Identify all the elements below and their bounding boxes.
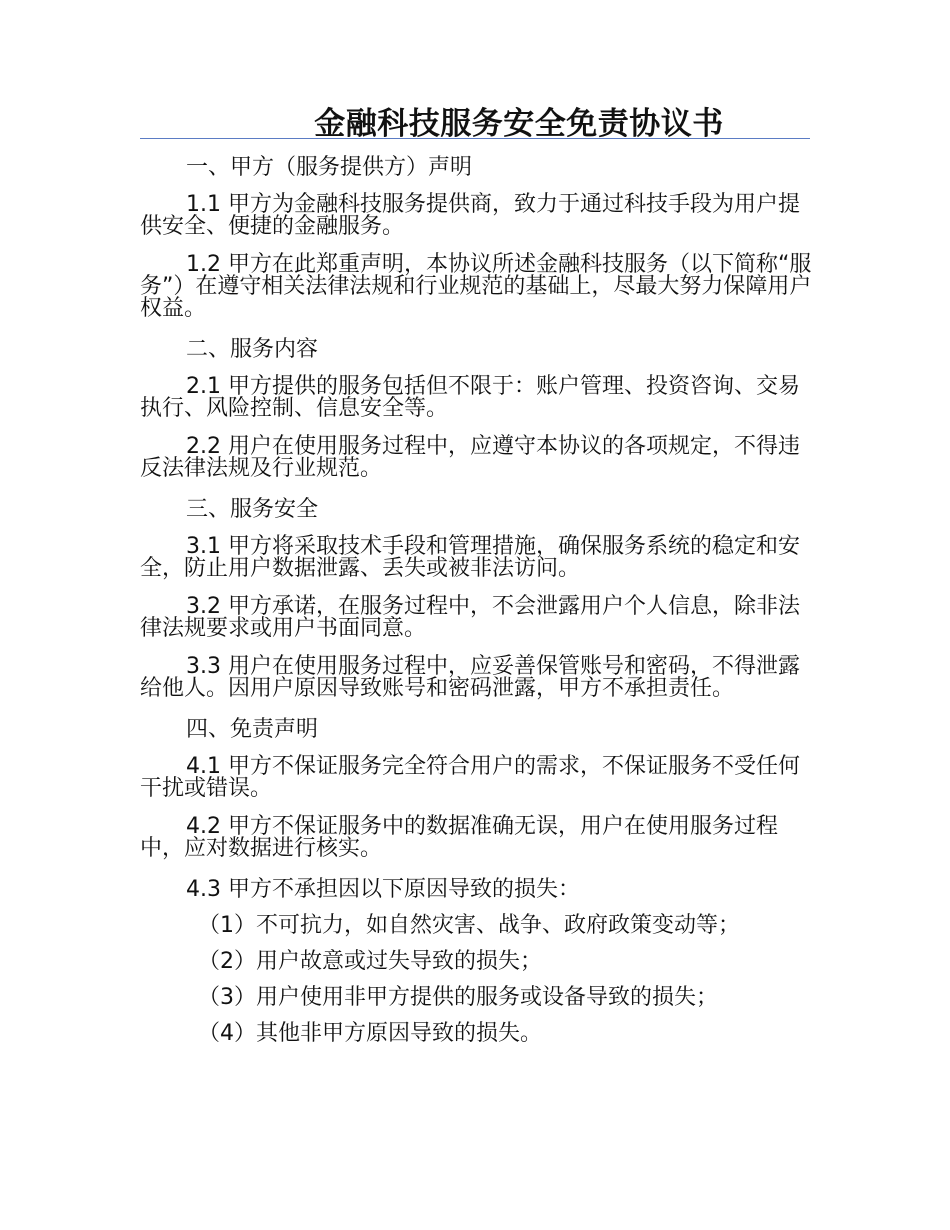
clause-4-1: 4.1 甲方不保证服务完全符合用户的需求，不保证服务不受任何干扰或错误。 — [140, 754, 800, 801]
section-heading-2: 二、服务内容 — [186, 337, 319, 362]
section-heading-3: 三、服务安全 — [186, 497, 319, 522]
clause-3-1: 3.1 甲方将采取技术手段和管理措施，确保服务系统的稳定和安全，防止用户数据泄露、丢失或被非法访问。 — [140, 534, 800, 581]
section-heading-1: 一、甲方（服务提供方）声明 — [186, 155, 473, 180]
document-body — [140, 154, 812, 1056]
clause-2-2: 2.2 用户在使用服务过程中，应遵守本协议的各项规定，不得违反法律法规及行业规范。 — [140, 434, 800, 481]
section-heading-4: 四、免责声明 — [186, 717, 319, 742]
list-item: （3）用户使用非甲方提供的服务或设备导致的损失； — [198, 985, 718, 1010]
document-title: 金融科技服务安全免责协议书 — [314, 106, 724, 142]
clause-3-2: 3.2 甲方承诺，在服务过程中，不会泄露用户个人信息，除非法律法规要求或用户书面同意。 — [140, 594, 800, 641]
clause-2-1: 2.1 甲方提供的服务包括但不限于：账户管理、投资咨询、交易执行、风险控制、信息安全等。 — [140, 374, 800, 421]
list-item: （4）其他非甲方原因导致的损失。 — [198, 1021, 542, 1046]
clause-4-3: 4.3 甲方不承担因以下原因导致的损失： — [186, 877, 580, 902]
clause-3-3: 3.3 用户在使用服务过程中，应妥善保管账号和密码，不得泄露给他人。因用户原因导致账号和密码泄露，甲方不承担责任。 — [140, 654, 800, 701]
clause-1-2: 1.2 甲方在此郑重声明，本协议所述金融科技服务（以下简称“服务”）在遵守相关法律法规和行业规范的基础上，尽最大努力保障用户权益。 — [140, 252, 812, 321]
title-underline — [140, 138, 810, 139]
clause-1-1: 1.1 甲方为金融科技服务提供商，致力于通过科技手段为用户提供安全、便捷的金融服务。 — [140, 192, 800, 239]
list-item: （1）不可抗力，如自然灾害、战争、政府政策变动等； — [198, 913, 740, 938]
list-item: （2）用户故意或过失导致的损失； — [198, 949, 542, 974]
clause-4-2: 4.2 甲方不保证服务中的数据准确无误，用户在使用服务过程中，应对数据进行核实。 — [140, 814, 778, 861]
